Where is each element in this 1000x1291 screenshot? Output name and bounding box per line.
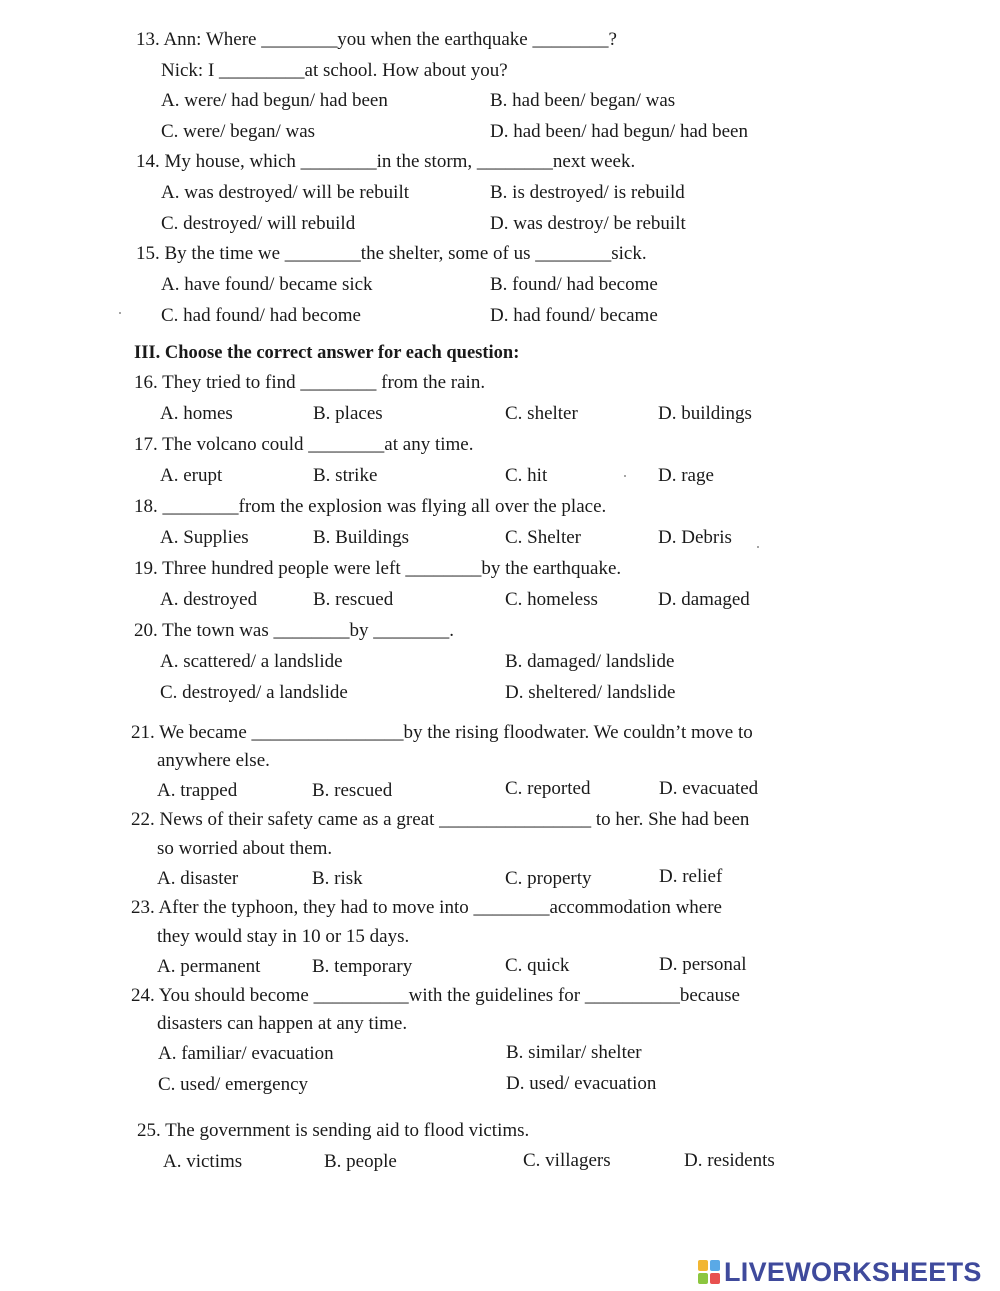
question-25-option-d[interactable]: D. residents <box>684 1150 775 1171</box>
question-16-option-c[interactable]: C. shelter <box>505 403 578 424</box>
question-24-option-a[interactable]: A. familiar/ evacuation <box>158 1043 334 1064</box>
question-19-stem: 19. Three hundred people were left ________by the earthquake. <box>134 558 622 579</box>
question-14-option-a[interactable]: A. was destroyed/ will be rebuilt <box>161 182 410 203</box>
section-3-heading: III. Choose the correct answer for each question: <box>134 343 520 363</box>
question-25-option-b[interactable]: B. people <box>324 1151 397 1172</box>
liveworksheets-wordmark: LIVEWORKSHEETS <box>724 1256 982 1287</box>
question-23-option-c[interactable]: C. quick <box>505 955 570 976</box>
question-21-stem: 21. We became ________________by the rising floodwater. We couldn’t move to <box>131 722 753 743</box>
question-18-option-d[interactable]: D. Debris <box>658 527 732 548</box>
question-14-option-b[interactable]: B. is destroyed/ is rebuild <box>490 182 685 203</box>
question-15-option-d[interactable]: D. had found/ became <box>490 305 658 326</box>
question-15-option-c[interactable]: C. had found/ had become <box>161 305 361 326</box>
scan-speck <box>624 475 626 477</box>
question-19-option-a[interactable]: A. destroyed <box>160 589 258 610</box>
question-22-option-c[interactable]: C. property <box>505 868 592 889</box>
liveworksheets-brand[interactable] <box>698 1258 982 1286</box>
question-16-option-b[interactable]: B. places <box>313 403 383 424</box>
question-19-option-d[interactable]: D. damaged <box>658 589 750 610</box>
question-23-option-d[interactable]: D. personal <box>659 954 747 975</box>
question-21-stem-line2: anywhere else. <box>157 750 270 771</box>
question-22-option-d[interactable]: D. relief <box>659 866 723 887</box>
question-21-option-a[interactable]: A. trapped <box>157 780 238 801</box>
scan-speck <box>757 546 759 548</box>
question-20-option-d[interactable]: D. sheltered/ landslide <box>505 682 676 703</box>
question-23-stem: 23. After the typhoon, they had to move into ________accommodation where <box>131 897 722 918</box>
question-15-option-a[interactable]: A. have found/ became sick <box>161 274 373 295</box>
question-19-option-c[interactable]: C. homeless <box>505 589 598 610</box>
question-18-option-b[interactable]: B. Buildings <box>313 527 410 548</box>
question-20-option-b[interactable]: B. damaged/ landslide <box>505 651 675 672</box>
question-14-option-d[interactable]: D. was destroy/ be rebuilt <box>490 213 686 234</box>
question-14-stem: 14. My house, which ________in the storm, ________next week. <box>136 151 636 172</box>
question-24-stem: 24. You should become __________with the guidelines for __________because <box>131 985 740 1006</box>
question-13-option-c[interactable]: C. were/ began/ was <box>161 121 316 142</box>
question-25-stem: 25. The government is sending aid to flood victims. <box>137 1120 530 1141</box>
scan-speck <box>119 312 121 314</box>
question-25-option-a[interactable]: A. victims <box>163 1151 243 1172</box>
question-20-option-c[interactable]: C. destroyed/ a landslide <box>160 682 348 703</box>
question-18-option-c[interactable]: C. Shelter <box>505 527 581 548</box>
question-13-stem-line2: Nick: I _________at school. How about you? <box>161 60 508 81</box>
question-22-option-a[interactable]: A. disaster <box>157 868 239 889</box>
question-16-option-d[interactable]: D. buildings <box>658 403 752 424</box>
question-21-option-d[interactable]: D. evacuated <box>659 778 759 799</box>
question-22-option-b[interactable]: B. risk <box>312 868 363 889</box>
question-15-option-b[interactable]: B. found/ had become <box>490 274 658 295</box>
logo-tile-4 <box>710 1273 720 1284</box>
question-18-option-a[interactable]: A. Supplies <box>160 527 249 548</box>
question-24-stem-line2: disasters can happen at any time. <box>157 1013 408 1034</box>
question-15-stem: 15. By the time we ________the shelter, some of us ________sick. <box>136 243 647 264</box>
question-17-stem: 17. The volcano could ________at any time. <box>134 434 474 455</box>
question-14-option-c[interactable]: C. destroyed/ will rebuild <box>161 213 356 234</box>
logo-tile-3 <box>698 1273 708 1284</box>
question-24-option-d[interactable]: D. used/ evacuation <box>506 1073 657 1094</box>
question-13-option-b[interactable]: B. had been/ began/ was <box>490 90 676 111</box>
question-24-option-c[interactable]: C. used/ emergency <box>158 1074 309 1095</box>
liveworksheets-logo-icon <box>698 1260 720 1284</box>
question-23-stem-line2: they would stay in 10 or 15 days. <box>157 926 410 947</box>
question-13-option-d[interactable]: D. had been/ had begun/ had been <box>490 121 748 142</box>
question-25-option-c[interactable]: C. villagers <box>523 1150 611 1171</box>
question-22-stem-line2: so worried about them. <box>157 838 333 859</box>
question-23-option-b[interactable]: B. temporary <box>312 956 413 977</box>
question-19-option-b[interactable]: B. rescued <box>313 589 394 610</box>
question-22-stem: 22. News of their safety came as a great ________________ to her. She had been <box>131 809 750 830</box>
question-16-option-a[interactable]: A. homes <box>160 403 233 424</box>
question-16-stem: 16. They tried to find ________ from the rain. <box>134 372 486 393</box>
question-23-option-a[interactable]: A. permanent <box>157 956 261 977</box>
question-24-option-b[interactable]: B. similar/ shelter <box>506 1042 642 1063</box>
question-17-option-d[interactable]: D. rage <box>658 465 714 486</box>
question-17-option-a[interactable]: A. erupt <box>160 465 223 486</box>
question-21-option-c[interactable]: C. reported <box>505 778 591 799</box>
question-21-option-b[interactable]: B. rescued <box>312 780 393 801</box>
question-17-option-c[interactable]: C. hit <box>505 465 548 486</box>
question-13-option-a[interactable]: A. were/ had begun/ had been <box>161 90 388 111</box>
question-20-stem: 20. The town was ________by ________. <box>134 620 454 641</box>
question-13-stem: 13. Ann: Where ________you when the earthquake ________? <box>136 29 617 50</box>
question-18-stem: 18. ________from the explosion was flying all over the place. <box>134 496 607 517</box>
question-20-option-a[interactable]: A. scattered/ a landslide <box>160 651 343 672</box>
question-17-option-b[interactable]: B. strike <box>313 465 378 486</box>
logo-tile-2 <box>710 1260 720 1271</box>
logo-tile-1 <box>698 1260 708 1271</box>
